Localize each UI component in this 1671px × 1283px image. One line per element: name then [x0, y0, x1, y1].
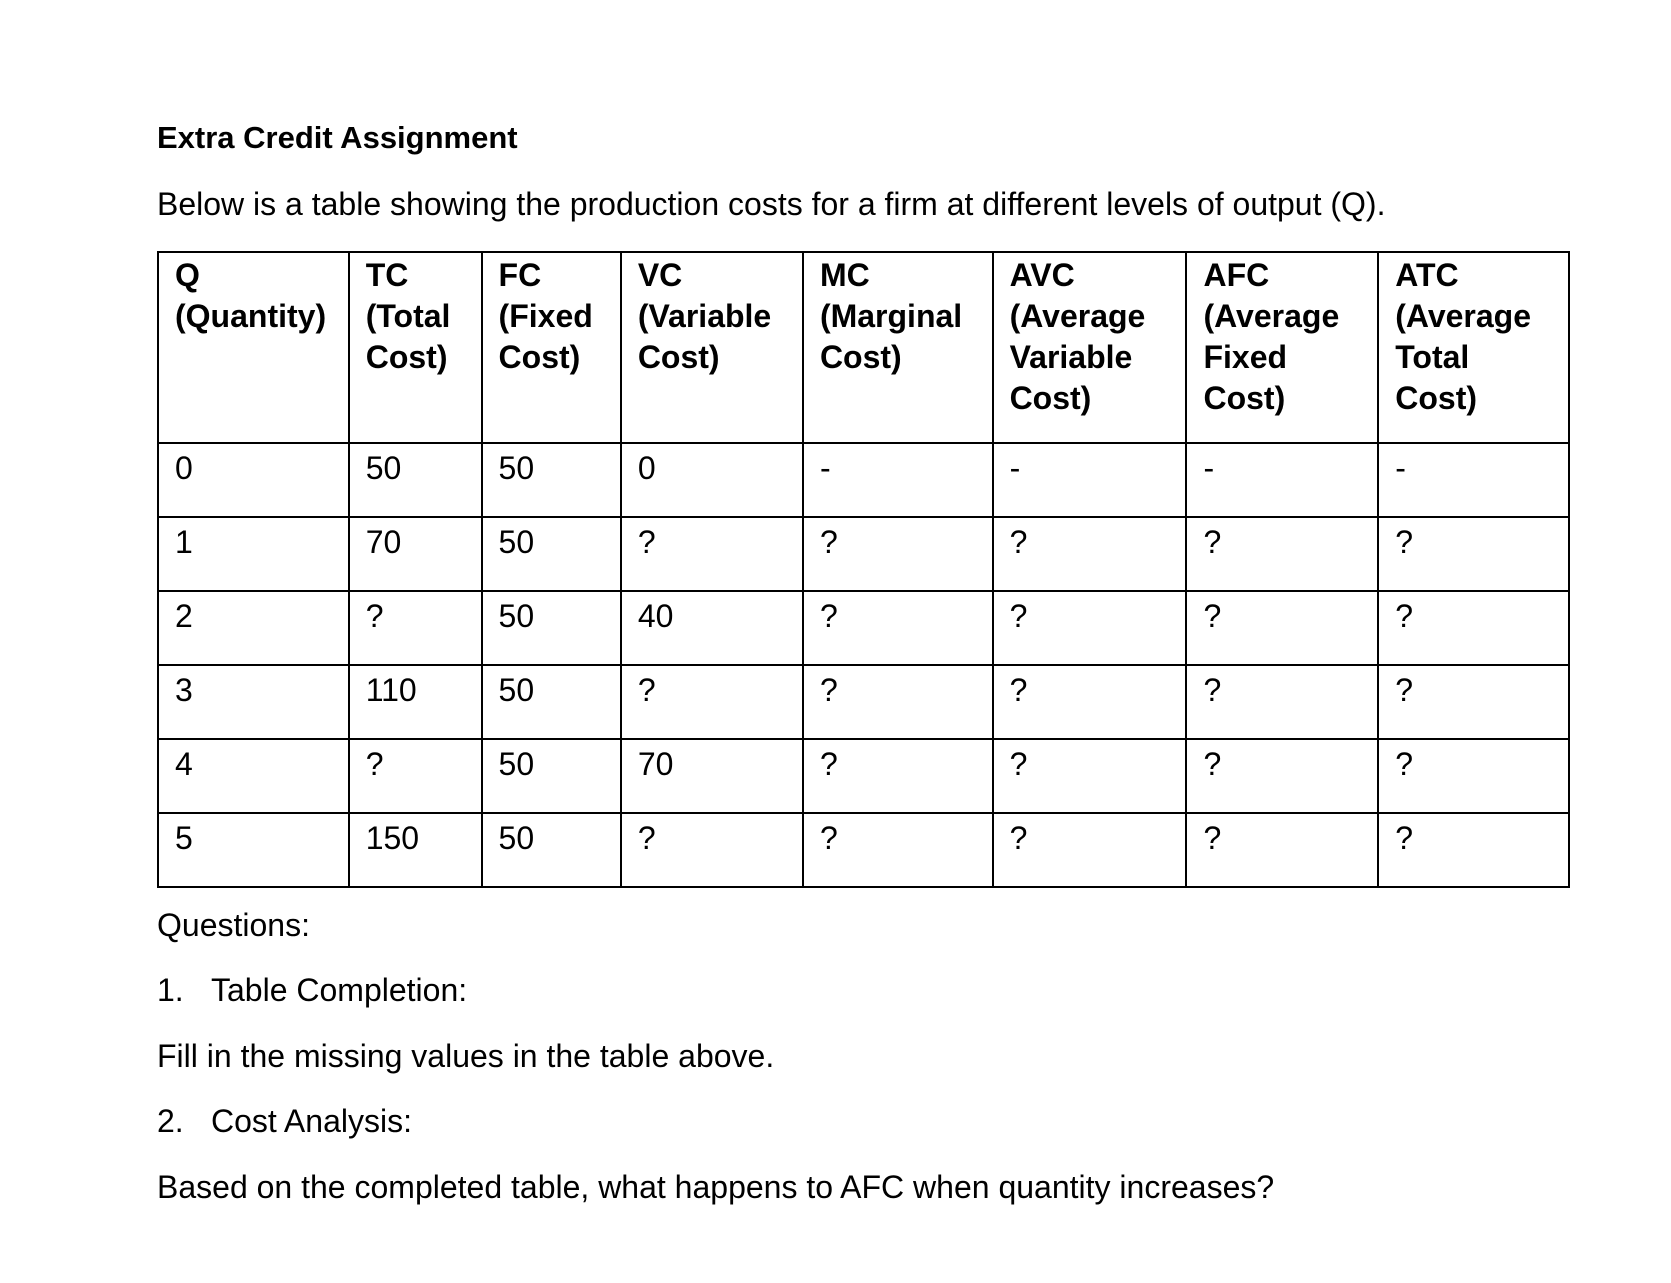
header-afc: AFC (Average Fixed Cost) — [1186, 252, 1378, 443]
cell-q: 2 — [158, 591, 349, 665]
cell-fc: 50 — [482, 443, 621, 517]
cell-atc: ? — [1378, 739, 1569, 813]
cell-atc: - — [1378, 443, 1569, 517]
question-2-title-text: Cost Analysis: — [211, 1103, 412, 1139]
cell-atc: ? — [1378, 591, 1569, 665]
table-row — [158, 443, 1569, 517]
cell-fc: 50 — [482, 517, 621, 591]
header-atc: ATC (Average Total Cost) — [1378, 252, 1569, 443]
table-row — [158, 591, 1569, 665]
cell-q: 4 — [158, 739, 349, 813]
cell-avc: - — [993, 443, 1187, 517]
cell-tc: 70 — [349, 517, 482, 591]
cell-vc: 0 — [621, 443, 803, 517]
cell-fc: 50 — [482, 739, 621, 813]
question-2-title — [157, 1103, 412, 1140]
cell-avc: ? — [993, 517, 1187, 591]
cell-q: 0 — [158, 443, 349, 517]
header-q: Q (Quantity) — [158, 252, 349, 443]
cell-afc: ? — [1186, 591, 1378, 665]
cell-atc: ? — [1378, 665, 1569, 739]
cell-vc: 70 — [621, 739, 803, 813]
question-2-number: 2. — [157, 1103, 184, 1139]
header-fc: FC (Fixed Cost) — [482, 252, 621, 443]
cell-avc: ? — [993, 591, 1187, 665]
cell-q: 5 — [158, 813, 349, 887]
cell-mc: ? — [803, 665, 993, 739]
cell-mc: ? — [803, 517, 993, 591]
cell-avc: ? — [993, 665, 1187, 739]
question-1-title-text: Table Completion: — [211, 972, 468, 1008]
table-row — [158, 665, 1569, 739]
cell-fc: 50 — [482, 813, 621, 887]
cell-fc: 50 — [482, 591, 621, 665]
cell-atc: ? — [1378, 813, 1569, 887]
cell-atc: ? — [1378, 517, 1569, 591]
table-row — [158, 813, 1569, 887]
cell-avc: ? — [993, 813, 1187, 887]
cell-afc: ? — [1186, 813, 1378, 887]
cell-vc: 40 — [621, 591, 803, 665]
cell-afc: - — [1186, 443, 1378, 517]
question-1-text: Fill in the missing values in the table above. — [157, 1038, 775, 1074]
intro-paragraph: Below is a table showing the production costs for a firm at different levels of output (Q). — [157, 186, 1386, 222]
cell-q: 1 — [158, 517, 349, 591]
cell-vc: ? — [621, 813, 803, 887]
cell-fc: 50 — [482, 665, 621, 739]
cost-table — [157, 251, 1570, 888]
cell-tc: 110 — [349, 665, 482, 739]
cell-vc: ? — [621, 517, 803, 591]
cell-afc: ? — [1186, 517, 1378, 591]
cell-q: 3 — [158, 665, 349, 739]
cell-tc: 150 — [349, 813, 482, 887]
table-row — [158, 739, 1569, 813]
cell-tc: ? — [349, 591, 482, 665]
document-title: Extra Credit Assignment — [157, 120, 518, 155]
cell-avc: ? — [993, 739, 1187, 813]
cell-afc: ? — [1186, 739, 1378, 813]
header-avc: AVC (Average Variable Cost) — [993, 252, 1187, 443]
cell-tc: ? — [349, 739, 482, 813]
cell-mc: ? — [803, 813, 993, 887]
cell-mc: ? — [803, 591, 993, 665]
cell-tc: 50 — [349, 443, 482, 517]
question-1-number: 1. — [157, 972, 184, 1008]
questions-heading: Questions: — [157, 907, 310, 943]
header-vc: VC (Variable Cost) — [621, 252, 803, 443]
question-1-title — [157, 972, 467, 1009]
cell-vc: ? — [621, 665, 803, 739]
table-row — [158, 517, 1569, 591]
question-2-text: Based on the completed table, what happens to AFC when quantity increases? — [157, 1169, 1275, 1205]
cell-mc: ? — [803, 739, 993, 813]
header-mc: MC (Marginal Cost) — [803, 252, 993, 443]
cell-mc: - — [803, 443, 993, 517]
header-tc: TC (Total Cost) — [349, 252, 482, 443]
cell-afc: ? — [1186, 665, 1378, 739]
table-header-row — [158, 252, 1569, 443]
